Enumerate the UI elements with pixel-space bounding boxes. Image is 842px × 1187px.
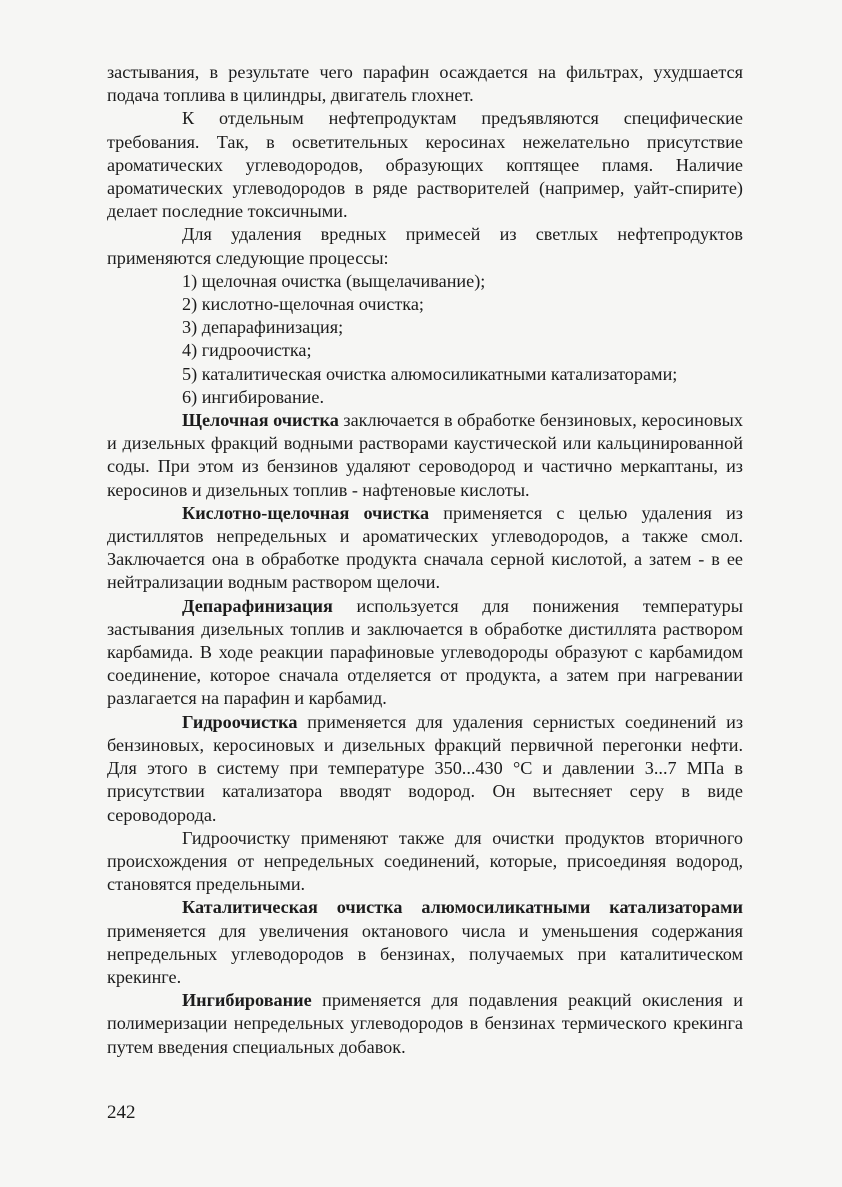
alkaline-paragraph: [107, 409, 743, 502]
acid-alkaline-paragraph: [107, 502, 743, 595]
catalytic-paragraph: [107, 896, 743, 989]
list-item: 3) депарафинизация;: [182, 317, 344, 338]
list-item: 4) гидроочистка;: [182, 340, 312, 361]
requirements-paragraph: К отдельным нефтепродуктам предъявляются специфические требования. Так, в осветительных керосинах нежелательно присутствие ароматических углеводородов, образующих коптящее пламя. Наличие ароматических углеводородов в ряде растворителей (например, уайт-спирите) делает последние токсичными.: [107, 108, 743, 222]
intro-paragraph: застывания, в результате чего парафин осаждается на фильтрах, ухудшается подача топлива в цилиндры, двигатель глохнет.: [107, 62, 743, 106]
list-item: 1) щелочная очистка (выщелачивание);: [182, 270, 486, 291]
inhibition-paragraph: [107, 989, 743, 1059]
alkaline-term: Щелочная очистка: [182, 410, 339, 431]
processes-intro-paragraph: Для удаления вредных примесей из светлых нефтепродуктов применяются следующие процессы:: [107, 224, 743, 268]
list-item: 2) кислотно-щелочная очистка;: [182, 294, 424, 315]
acid-alkaline-text: применяется с целью удаления из дистиллятов непредельных и ароматических углеводородов, а также смол. Заключается она в обработке продукта сначала серной кислотой, а затем - в ее нейтрализации водным раствором щелочи.: [107, 502, 743, 593]
inhibition-term: Ингибирование: [182, 990, 312, 1011]
hydrotreating-paragraph: [107, 711, 743, 827]
hydrotreating-secondary-paragraph: Гидроочистку применяют также для очистки продуктов вторичного происхождения от непредельных соединений, которые, присоединяя водород, становятся предельными.: [107, 827, 743, 895]
dewaxing-paragraph: [107, 595, 743, 711]
acid-alkaline-term: Кислотно-щелочная очистка: [182, 502, 430, 523]
processes-list: [107, 270, 743, 409]
page-number: 242: [107, 1102, 136, 1123]
page-body: [107, 61, 743, 1059]
inhibition-text: применяется для подавления реакций окисления и полимеризации непредельных углеводородов в бензинах термического крекинга путем введения специальных добавок.: [107, 990, 743, 1057]
list-item: 5) каталитическая очистка алюмосиликатными катализаторами;: [182, 363, 678, 384]
hydrotreating-term: Гидроочистка: [182, 711, 298, 732]
dewaxing-term: Депарафинизация: [182, 595, 333, 616]
list-item: 6) ингибирование.: [182, 386, 325, 407]
dewaxing-text: используется для понижения температуры застывания дизельных топлив и заключается в обработке дистиллята раствором карбамида. В ходе реакции парафиновые углеводороды образуют с карбамидом соединение, которое сначала отделяется от продукта, а затем при нагревании разлагается на парафин и карбамид.: [107, 595, 743, 709]
hydrotreating-text: применяется для удаления сернистых соединений из бензиновых, керосиновых и дизельных фракций первичной перегонки нефти. Для этого в систему при температуре 350...430 °С и давлении 3...7 МПа в присутствии катализатора вводят водород. Он вытесняет серу в виде сероводорода.: [107, 711, 743, 825]
catalytic-text: применяется для увеличения октанового числа и уменьшения содержания непредельных углеводородов в бензинах, получаемых при каталитическом крекинге.: [107, 920, 743, 987]
alkaline-text: заключается в обработке бензиновых, керосиновых и дизельных фракций водными растворами каустической или кальцинированной соды. При этом из бензинов удаляют сероводород и частично меркаптаны, из керосинов и дизельных топлив - нафтеновые кислоты.: [107, 410, 743, 500]
catalytic-term: Каталитическая очистка алюмосиликатными катализаторами: [182, 897, 743, 918]
